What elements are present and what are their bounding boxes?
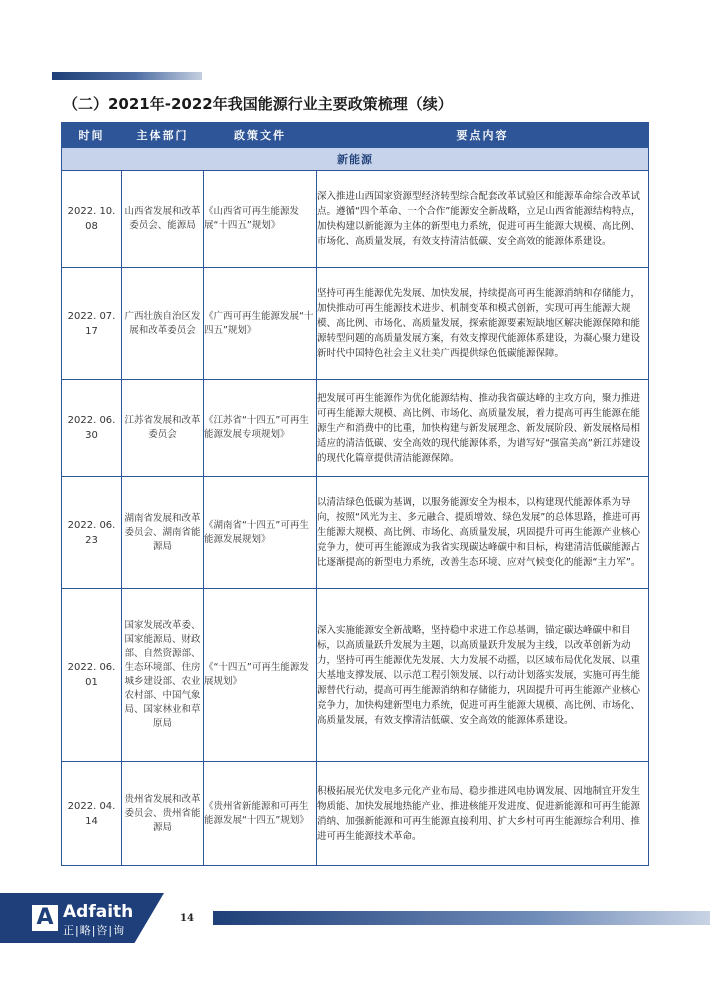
table-row xyxy=(62,380,649,477)
cell-doc: 《湖南省“十四五”可再生能源发展规划》 xyxy=(204,477,317,589)
cell-points: 积极拓展光伏发电多元化产业布局、稳步推进风电协调发展、因地制宜开发生物质能、加快发展地热能产业、推进核能开发进度、促进新能源和可再生能源消纳、加强新能源和可再生能源直接利用、扩大乡村可再生能源综合利用、推进可再生能源技术革命。 xyxy=(317,762,649,866)
logo-chinese-name: 正|略|咨|询 xyxy=(63,924,126,937)
cell-dept: 广西壮族自治区发展和改革委员会 xyxy=(122,268,204,380)
cell-points: 以清洁绿色低碳为基调，以服务能源安全为根本，以构建现代能源体系为导向，按照“风光为主、多元融合、提质增效、绿色发展”的总体思路，推进可再生能源大规模、高比例、市场化、高质量发展，巩固提升可再生能源产业核心竞争力，使可再生能源成为我省实现碳达峰碳中和目标，构建清洁低碳能源占比逐渐提高的新型电力系统，改善生态环境、应对气候变化的能源“主力军”。 xyxy=(317,477,649,589)
policy-table xyxy=(61,122,649,866)
section-label: 新能源 xyxy=(62,148,649,171)
cell-time: 2022. 06. 23 xyxy=(62,477,122,589)
table-row xyxy=(62,268,649,380)
cell-time: 2022. 06. 01 xyxy=(62,589,122,762)
cell-points: 坚持可再生能源优先发展、加快发展，持续提高可再生能源消纳和存储能力，加快推动可再生能源技术进步、机制变革和模式创新，实现可再生能源大规模、高比例、市场化、高质量发展，探索能源要素短缺地区解决能源保障和能源转型问题的高质量发展方案，有效支撑现代能源体系建设，为凝心聚力建设新时代中国特色社会主义壮美广西提供绿色低碳能源保障。 xyxy=(317,268,649,380)
header-accent-bar xyxy=(52,72,202,80)
cell-points: 深入实施能源安全新战略，坚持稳中求进工作总基调，锚定碳达峰碳中和目标，以高质量跃升发展为主题，以高质量跃升发展为主线，以改革创新为动力，坚持可再生能源优先发展、大力发展不动摇，以区域布局优化发展、以重大基地支撑发展、以示范工程引领发展、以行动计划落实发展，实施可再生能源替代行动，提高可再生能源消纳和存储能力，巩固提升可再生能源产业核心竞争力，加快构建新型电力系统，促进可再生能源大规模、高比例、市场化、高质量发展，有效支撑清洁低碳、安全高效的能源体系建设。 xyxy=(317,589,649,762)
cell-doc: 《山西省可再生能源发展“十四五”规划》 xyxy=(204,171,317,268)
adfaith-logo-icon: A xyxy=(32,905,58,931)
cell-time: 2022. 07. 17 xyxy=(62,268,122,380)
cell-doc: 《江苏省“十四五”可再生能源发展专项规划》 xyxy=(204,380,317,477)
table-row xyxy=(62,171,649,268)
cell-time: 2022. 06. 30 xyxy=(62,380,122,477)
column-header-points: 要点内容 xyxy=(317,123,649,148)
table-row xyxy=(62,589,649,762)
column-header-time: 时间 xyxy=(62,123,122,148)
cell-dept: 国家发展改革委、国家能源局、财政部、自然资源部、生态环境部、住房城乡建设部、农业农村部、中国气象局、国家林业和草原局 xyxy=(122,589,204,762)
cell-points: 把发展可再生能源作为优化能源结构、推动我省碳达峰的主攻方向，聚力推进可再生能源大规模、高比例、市场化、高质量发展，着力提高可再生能源在能源生产和消费中的比重，加快构建与新发展理念、新发展阶段、新发展格局相适应的清洁低碳、安全高效的现代能源体系，为谱写好“强富美高”新江苏建设的现代化篇章提供清洁能源保障。 xyxy=(317,380,649,477)
cell-dept: 江苏省发展和改革委员会 xyxy=(122,380,204,477)
column-header-doc: 政策文件 xyxy=(204,123,317,148)
page-title: （二）2021年-2022年我国能源行业主要政策梳理（续） xyxy=(63,95,453,113)
cell-doc: 《“十四五”可再生能源发展规划》 xyxy=(204,589,317,762)
cell-time: 2022. 04. 14 xyxy=(62,762,122,866)
table-row xyxy=(62,762,649,866)
cell-dept: 贵州省发展和改革委员会、贵州省能源局 xyxy=(122,762,204,866)
cell-doc: 《贵州省新能源和可再生能源发展“十四五”规划》 xyxy=(204,762,317,866)
cell-dept: 山西省发展和改革委员会、能源局 xyxy=(122,171,204,268)
table-row xyxy=(62,477,649,589)
page-number: 14 xyxy=(180,913,194,924)
cell-time: 2022. 10. 08 xyxy=(62,171,122,268)
cell-doc: 《广西可再生能源发展“十四五”规划》 xyxy=(204,268,317,380)
table-header-row xyxy=(62,123,649,148)
column-header-dept: 主体部门 xyxy=(122,123,204,148)
logo-wordmark: Adfaith xyxy=(63,902,134,922)
footer-accent-bar xyxy=(213,911,710,925)
cell-dept: 湖南省发展和改革委员会、湖南省能源局 xyxy=(122,477,204,589)
section-row xyxy=(62,148,649,171)
cell-points: 深入推进山西国家资源型经济转型综合配套改革试验区和能源革命综合改革试点。遵循“四个革命、一个合作”能源安全新战略，立足山西省能源结构特点，加快构建以新能源为主体的新型电力系统，促进可再生能源大规模、高比例、市场化、高质量发展，有效支持清洁低碳、安全高效的能源体系建设。 xyxy=(317,171,649,268)
